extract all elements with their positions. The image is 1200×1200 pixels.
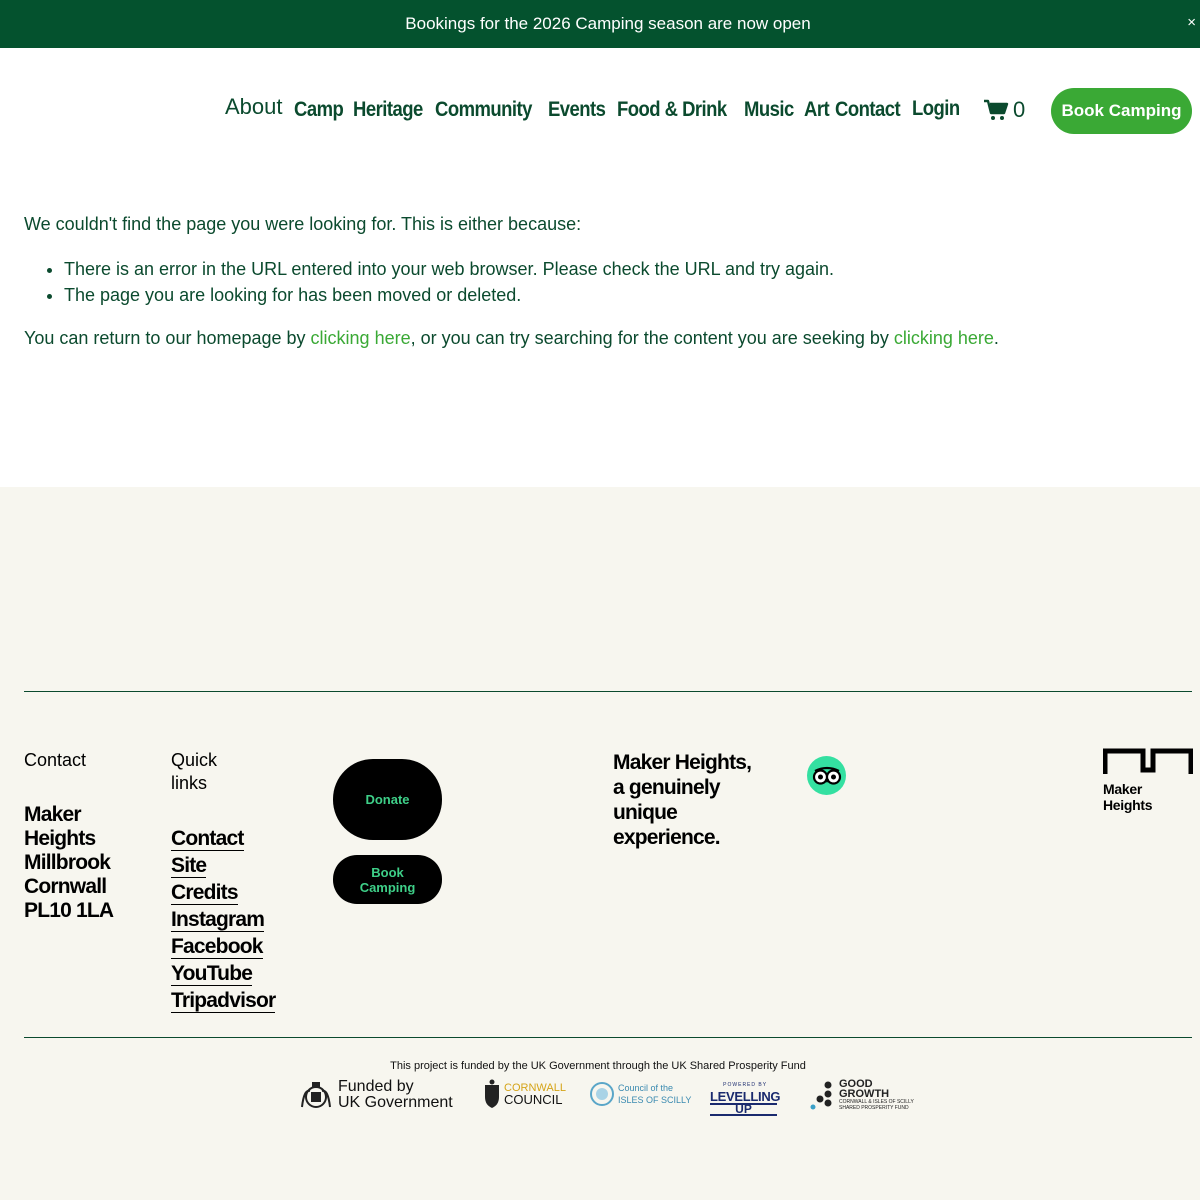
nav-art[interactable]: Art (803, 98, 829, 121)
nav-music[interactable]: Music (744, 98, 794, 121)
address-line: Cornwall (24, 875, 107, 898)
nav-community[interactable]: Community (435, 98, 533, 121)
address (24, 803, 113, 923)
close-icon[interactable]: × (1187, 14, 1196, 31)
scilly-line: ISLES OF SCILLY (618, 1095, 692, 1105)
uk-gov-line: UK Government (338, 1094, 453, 1111)
footer-link-facebook[interactable]: Facebook (171, 935, 263, 958)
cornwall-council-logo (484, 1079, 566, 1109)
cart-button[interactable] (983, 97, 1025, 123)
footer-link-youtube[interactable]: YouTube (171, 962, 253, 985)
footer-divider (24, 1037, 1192, 1038)
error-reason: • There is an error in the URL entered into your web browser. Please check the URL and try again. (64, 256, 1184, 282)
cornwall-line: COUNCIL (504, 1092, 563, 1107)
contact-title: Contact (24, 750, 87, 770)
scilly-line: Council of the (618, 1083, 674, 1093)
error-reason: • The page you are looking for has been moved or deleted. (64, 282, 1184, 308)
error-intro: We couldn't find the page you were looking for. This is either because: (24, 214, 582, 234)
announcement-text: Bookings for the 2026 Camping season are now open (405, 14, 811, 33)
footer-tagline: Maker Heights, a genuinely unique experience. (613, 751, 752, 849)
quick-links-title: Quick links (171, 750, 218, 793)
nav-events[interactable]: Events (548, 98, 606, 121)
nav-heritage[interactable]: Heritage (352, 98, 423, 121)
funder-logos (0, 1079, 1200, 1119)
scilly-crest-icon (590, 1079, 614, 1109)
dots-icon (809, 1080, 835, 1110)
search-link[interactable]: clicking here (893, 328, 994, 348)
book-camping-button[interactable]: Book Camping (1051, 88, 1192, 134)
address-line: PL10 1LA (24, 899, 114, 922)
login-link[interactable]: Login (912, 97, 960, 120)
nav-food-drink[interactable]: Food & Drink (616, 98, 727, 121)
isles-of-scilly-logo (590, 1079, 691, 1109)
cart-icon (983, 99, 1009, 121)
brand-name: Maker Heights (1103, 781, 1153, 813)
quick-links (171, 827, 275, 1016)
error-reasons (64, 256, 1184, 308)
levelling-up-logo (710, 1079, 780, 1116)
footer-link-tripadvisor[interactable]: Tripadvisor (171, 989, 276, 1012)
donate-button[interactable]: Donate (333, 759, 442, 840)
levelling-line: POWERED BY (723, 1082, 768, 1088)
nav-camp[interactable]: Camp (294, 98, 344, 121)
return-suffix: . (993, 328, 999, 348)
owl-icon (812, 766, 842, 786)
address-line: Maker (24, 803, 81, 826)
return-middle: , or you can try searching for the content you are seeking by (410, 328, 894, 348)
address-line: Heights (24, 827, 96, 850)
growth-line: GROWTH (839, 1088, 890, 1100)
footer-link-instagram[interactable]: Instagram (171, 908, 265, 931)
return-prefix: You can return to our homepage by (24, 328, 311, 348)
not-found-content (24, 212, 1184, 350)
cart-count: 0 (1013, 97, 1026, 122)
maker-heights-logo-mark (1103, 748, 1193, 774)
footer-link-site[interactable]: Site (171, 854, 207, 877)
growth-line: GOOD (839, 1078, 873, 1090)
nav-contact[interactable]: Contact (835, 98, 901, 121)
nav-about[interactable]: About (225, 94, 283, 119)
homepage-link[interactable]: clicking here (310, 328, 411, 348)
site-footer (0, 487, 1200, 1200)
uk-government-logo (298, 1079, 453, 1111)
levelling-line: UP (710, 1103, 777, 1116)
levelling-line: LEVELLING (710, 1089, 781, 1104)
growth-line: SHARED PROSPERITY FUND (839, 1105, 909, 1111)
royal-arms-icon (298, 1079, 334, 1111)
site-header (0, 48, 1200, 168)
footer-link-credits[interactable]: Credits (171, 881, 238, 904)
tripadvisor-icon[interactable] (807, 756, 846, 795)
footer-divider (24, 691, 1192, 692)
footer-book-camping-label: Book Camping (359, 864, 416, 895)
funding-statement: This project is funded by the UK Government through the UK Shared Prosperity Fund (390, 1060, 806, 1072)
footer-book-camping-button[interactable] (333, 855, 442, 904)
footer-link-contact[interactable]: Contact (171, 827, 244, 850)
main-nav (294, 98, 903, 122)
good-growth-logo (809, 1079, 914, 1111)
growth-line: CORNWALL & ISLES OF SCILLY (839, 1099, 914, 1105)
cornwall-line: CORNWALL (504, 1082, 566, 1094)
address-line: Millbrook (24, 851, 111, 874)
maker-heights-logo[interactable] (1103, 748, 1193, 813)
uk-gov-line: Funded by (338, 1078, 414, 1095)
announcement-bar (0, 0, 1200, 48)
crest-icon (484, 1079, 500, 1109)
return-text (24, 326, 1184, 350)
